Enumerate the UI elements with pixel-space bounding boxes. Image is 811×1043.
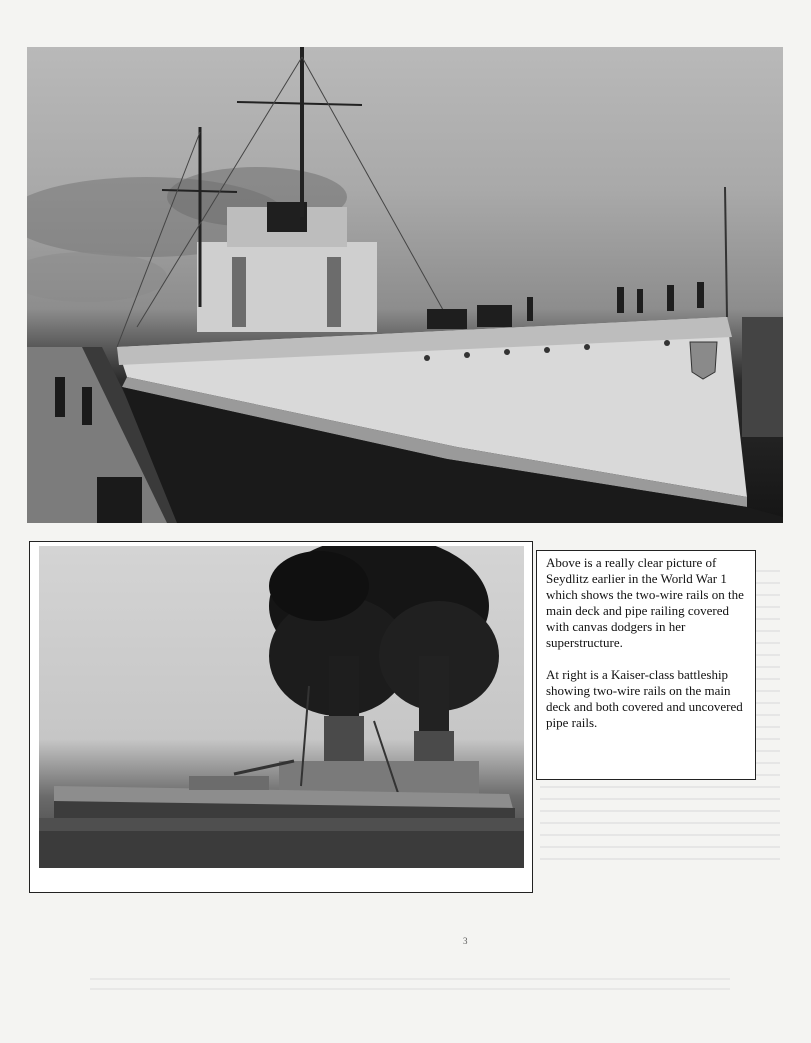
caption-box [536, 550, 756, 780]
seydlitz-photograph [27, 47, 783, 523]
seydlitz-photo-illustration [27, 47, 783, 523]
caption-seydlitz: Above is a really clear picture of Seydlitz earlier in the World War 1 which shows the two-wire rails on the main deck and pipe railing covered with canvas dodgers in her superstructure. [546, 555, 744, 650]
bleedthrough-footer [90, 970, 730, 992]
page-folio: 3 [463, 936, 468, 946]
caption-kaiser-class: At right is a Kaiser-class battleship showing two-wire rails on the main deck and both covered and uncovered pipe rails. [546, 667, 743, 730]
kaiser-class-photo-illustration [39, 546, 524, 868]
kaiser-class-battleship-photograph [39, 546, 524, 868]
